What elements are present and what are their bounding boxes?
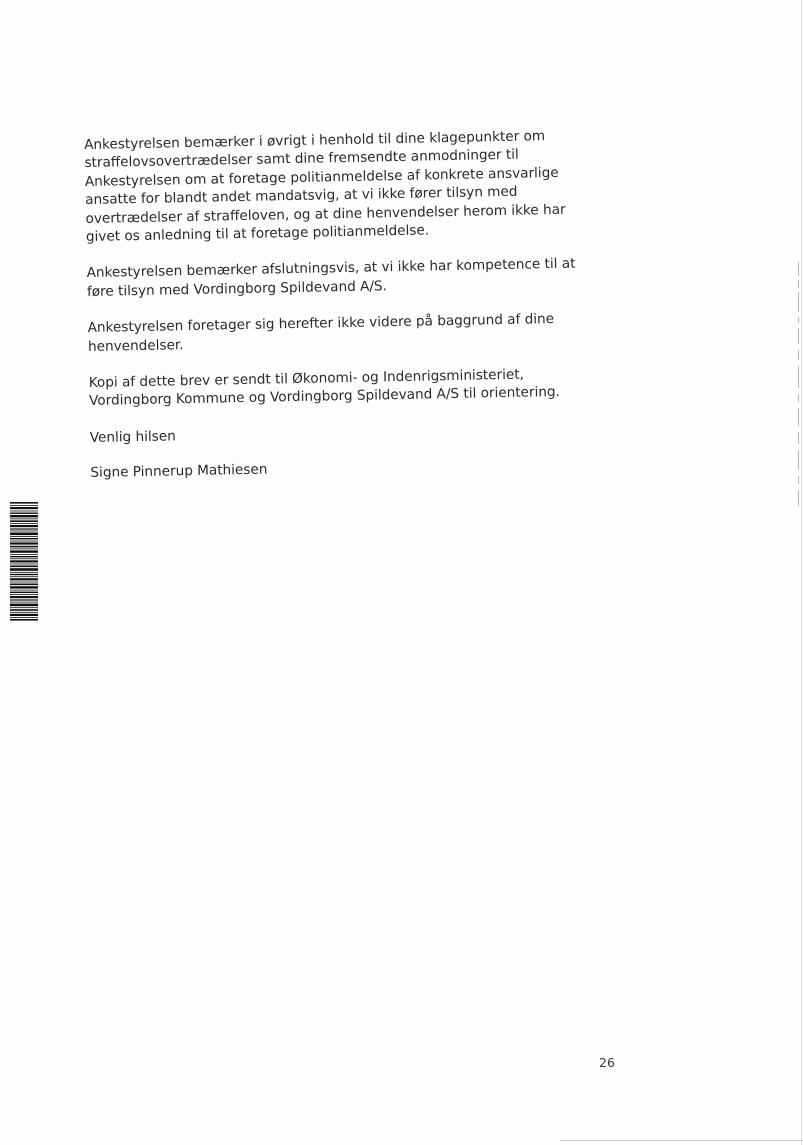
scan-edge-line [560,1140,803,1141]
paragraph-competence [86,254,607,301]
paragraph-criminal-code [84,126,606,246]
paragraph-copy-sent [89,364,610,411]
text-line: Ankestyrelsen foretager sig herefter ikke videre på baggrund af dine [87,311,555,337]
scan-edge-line [801,0,802,1145]
text-line: Ankestyrelsen om at foretage politianmeldelse af konkrete ansvarlige [84,164,559,190]
letter-body [84,126,611,483]
text-line: Vordingborg Kommune og Vordingborg Spildevand A/S til orientering. [88,384,561,410]
text-line: Kopi af dette brev er sendt til Økonomi- og Indenrigsministeriet, [88,366,525,392]
closing-salutation: Venlig hilsen [89,428,176,446]
text-line: straffelovsovertrædelser samt dine fremsendte anmodninger til [84,147,519,172]
page-number: 26 [599,1055,615,1070]
text-line: Ankestyrelsen bemærker afslutningsvis, at vi ikke har kompetence til at [86,256,576,282]
text-line: føre tilsyn med Vordingborg Spildevand A/S. [86,278,388,300]
text-line: henvendelser. [87,336,184,355]
text-line: Ankestyrelsen bemærker i øvrigt i henhold til dine klagepunkter om [84,128,546,153]
text-line: ansatte for blandt andet mandatsvig, at vi ikke fører tilsyn med [85,183,518,209]
text-line: overtrædelser af straffeloven, og at dine henvendelser herom ikke har [85,201,566,227]
barcode-icon [10,502,38,622]
paragraph-no-further-action [88,309,609,356]
text-line: givet os anledning til at foretage politianmeldelse. [85,222,430,246]
signature-name: Signe Pinnerup Mathiesen [90,461,268,482]
